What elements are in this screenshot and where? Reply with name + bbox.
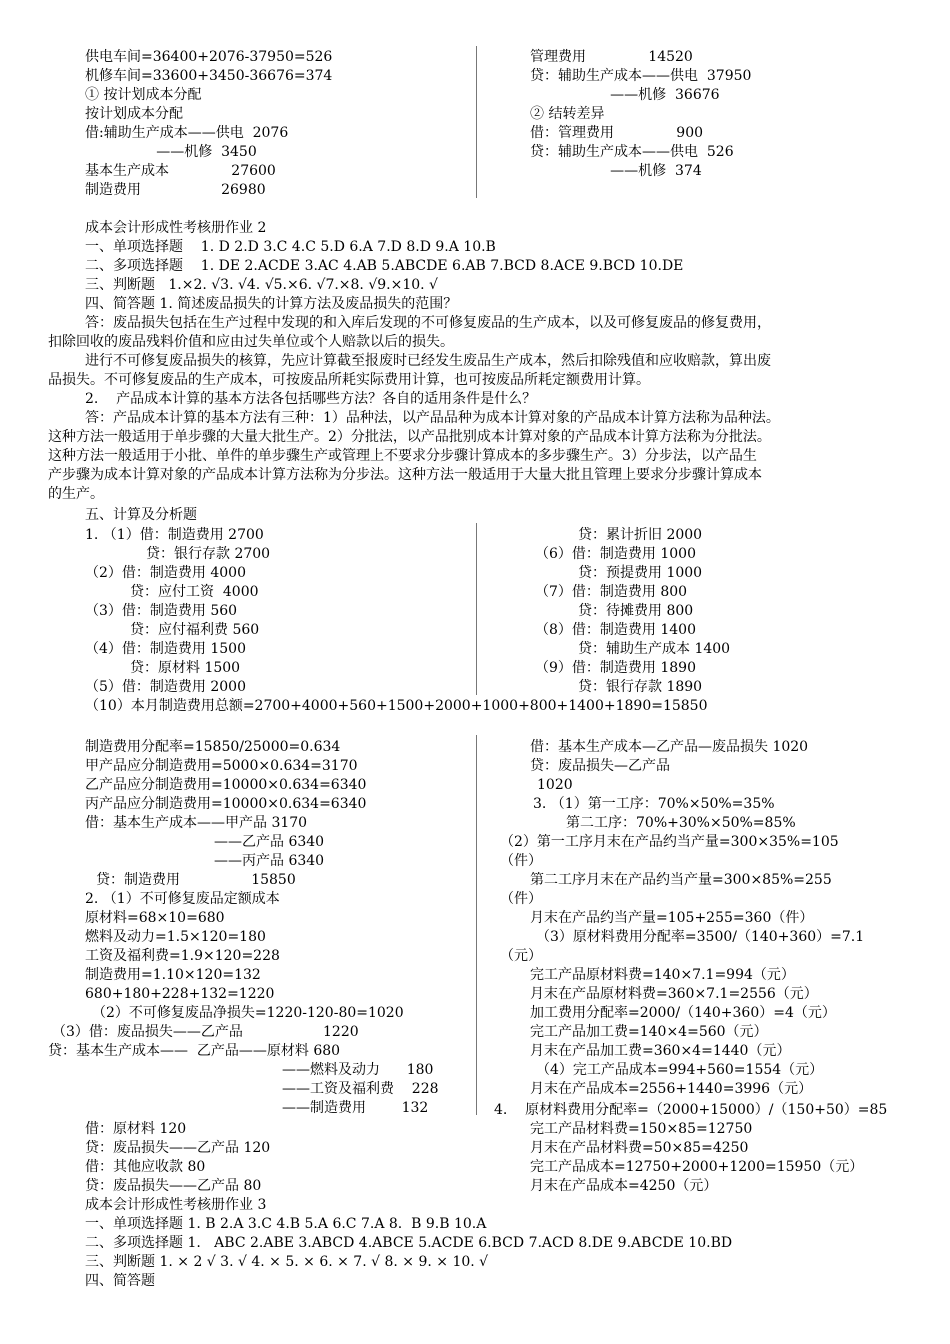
calc-line: 甲产品应分制造费用=5000×0.634=3170 bbox=[85, 758, 358, 774]
calc-line: 完工产品材料费=150×85=12750 bbox=[530, 1121, 753, 1137]
text-line: 机修车间=33600+3450-36676=374 bbox=[85, 68, 333, 84]
section-heading: 四、简答题 bbox=[85, 1273, 155, 1289]
section-heading: 五、计算及分析题 bbox=[85, 507, 197, 523]
calc-line: 贷：废品损失——乙产品 120 bbox=[85, 1140, 271, 1156]
calc-line: ——丙产品 6340 bbox=[214, 853, 325, 869]
text-line: 借：管理费用 900 bbox=[530, 125, 704, 141]
calc-line: （元） bbox=[500, 948, 542, 964]
question-line: 2. 产品成本计算的基本方法各包括哪些方法？各自的适用条件是什么？ bbox=[85, 391, 537, 407]
calc-line: 原材料=68×10=680 bbox=[85, 910, 225, 926]
calc-line: 1020 bbox=[537, 777, 573, 793]
calc-line: ——燃料及动力 180 bbox=[282, 1062, 434, 1078]
section-title: 成本会计形成性考核册作业 3 bbox=[85, 1197, 267, 1213]
text-line: ② 结转差异 bbox=[530, 106, 605, 122]
paragraph-line: 产步骤为成本计算对象的产品成本计算方法称为分步法。这种方法一般适用于大量大批且管理上要求分步骤计算成本 bbox=[48, 467, 762, 483]
answer-line: 三、判断题 1. × 2 √ 3. √ 4. × 5. × 6. × 7. √ 8. × 9. × 10. √ bbox=[85, 1254, 489, 1270]
calc-line: （3）借：废品损失——乙产品 1220 bbox=[52, 1024, 359, 1040]
calc-line: 完工产品加工费=140×4=560（元） bbox=[530, 1024, 768, 1040]
calc-line: 贷：废品损失——乙产品 80 bbox=[85, 1178, 262, 1194]
paragraph-line: 的生产。 bbox=[48, 486, 104, 502]
text-line: ——机修 374 bbox=[530, 163, 702, 179]
text-line: ——机修 36676 bbox=[530, 87, 720, 103]
calc-line: 月末在产品材料费=50×85=4250 bbox=[530, 1140, 749, 1156]
calc-line: 第二工序：70%+30%×50%=85% bbox=[566, 815, 796, 831]
paragraph-line: 答：废品损失包括在生产过程中发现的和入库后发现的不可修复废品的生产成本，以及可修复废品的修复费用， bbox=[85, 315, 771, 331]
answer-line: 一、单项选择题 1. B 2.A 3.C 4.B 5.A 6.C 7.A 8. B 9.B 10.A bbox=[85, 1216, 487, 1232]
entry-line: （8）借：制造费用 1400 bbox=[535, 622, 696, 638]
calc-line: 贷：制造费用 15850 bbox=[96, 872, 296, 888]
calc-line: 第二工序月末在产品约当产量=300×85%=255 bbox=[530, 872, 832, 888]
calc-line: 月末在产品加工费=360×4=1440（元） bbox=[530, 1043, 791, 1059]
calc-line: 4. 原材料费用分配率=（2000+15000）/（150+50）=85 bbox=[494, 1102, 888, 1118]
calc-line: 丙产品应分制造费用=10000×0.634=6340 bbox=[85, 796, 367, 812]
calc-line: （2）不可修复废品净损失=1220-120-80=1020 bbox=[92, 1005, 404, 1021]
paragraph-line: 答：产品成本计算的基本方法有三种：1）品种法，以产品品种为成本计算对象的产品成本计算方法称为品种法。 bbox=[85, 410, 780, 426]
calc-line: 乙产品应分制造费用=10000×0.634=6340 bbox=[85, 777, 367, 793]
entry-line: 贷：辅助生产成本 1400 bbox=[578, 641, 731, 657]
text-line: 贷：辅助生产成本——供电 37950 bbox=[530, 68, 752, 84]
entry-line: 贷：应付工资 4000 bbox=[130, 584, 259, 600]
entry-line: （7）借：制造费用 800 bbox=[535, 584, 688, 600]
calc-line: ——制造费用 132 bbox=[282, 1100, 429, 1116]
text-line: 管理费用 14520 bbox=[530, 49, 693, 65]
calc-line: （件） bbox=[500, 853, 542, 869]
text-line: 按计划成本分配 bbox=[85, 106, 183, 122]
calc-line: ——乙产品 6340 bbox=[214, 834, 325, 850]
entry-line: 贷：应付福利费 560 bbox=[130, 622, 260, 638]
calc-line: 借：其他应收款 80 bbox=[85, 1159, 206, 1175]
entry-line: 贷：累计折旧 2000 bbox=[578, 527, 703, 543]
calc-line: 工资及福利费=1.9×120=228 bbox=[85, 948, 280, 964]
calc-line: （件） bbox=[500, 891, 542, 907]
text-line: ——机修 3450 bbox=[85, 144, 257, 160]
answer-line: 一、单项选择题 1. D 2.D 3.C 4.C 5.D 6.A 7.D 8.D 9.A 10.B bbox=[85, 239, 496, 255]
entry-line: （4）借：制造费用 1500 bbox=[85, 641, 246, 657]
paragraph-line: 品损失。不可修复废品的生产成本，可按废品所耗实际费用计算，也可按废品所耗定额费用计算。 bbox=[48, 372, 650, 388]
calc-line: 3. （1）第一工序：70%×50%=35% bbox=[533, 796, 775, 812]
entry-line: 贷：银行存款 2700 bbox=[146, 546, 271, 562]
text-line: ① 按计划成本分配 bbox=[85, 87, 202, 103]
calc-line: 制造费用=1.10×120=132 bbox=[85, 967, 261, 983]
entry-line: 贷：银行存款 1890 bbox=[578, 679, 703, 695]
calc-line: 借：基本生产成本—乙产品—废品损失 1020 bbox=[530, 739, 809, 755]
answer-line: 二、多项选择题 1. DE 2.ACDE 3.AC 4.AB 5.ABCDE 6.AB 7.BCD 8.ACE 9.BCD 10.DE bbox=[85, 258, 684, 274]
text-line: 借:辅助生产成本——供电 2076 bbox=[85, 125, 289, 141]
calc-line: 完工产品成本=12750+2000+1200=15950（元） bbox=[530, 1159, 864, 1175]
paragraph-line: 这种方法一般适用于小批、单件的单步骤生产或管理上不要求分步骤计算成本的多步骤生产。3）分步法，以产品生 bbox=[48, 448, 757, 464]
answer-line: 二、多项选择题 1. ABC 2.ABE 3.ABCD 4.ABCE 5.ACDE 6.BCD 7.ACD 8.DE 9.ABCDE 10.BD bbox=[85, 1235, 733, 1251]
entry-line: （9）借：制造费用 1890 bbox=[535, 660, 696, 676]
calc-line: 月末在产品成本=2556+1440=3996（元） bbox=[530, 1081, 813, 1097]
paragraph-line: 进行不可修复废品损失的核算，先应计算截至报废时已经发生废品生产成本，然后扣除残值和应收赔款，算出废 bbox=[85, 353, 771, 369]
calc-line: （3）原材料费用分配率=3500/（140+360）=7.1 bbox=[536, 929, 865, 945]
entry-line: （3）借：制造费用 560 bbox=[85, 603, 238, 619]
question-line: 四、简答题 1. 简述废品损失的计算方法及废品损失的范围？ bbox=[85, 296, 458, 312]
text-line: 贷：辅助生产成本——供电 526 bbox=[530, 144, 734, 160]
text-line: 基本生产成本 27600 bbox=[85, 163, 276, 179]
calc-line: 月末在产品原材料费=360×7.1=2556（元） bbox=[530, 986, 818, 1002]
paragraph-line: 扣除回收的废品残料价值和应由过失单位或个人赔款以后的损失。 bbox=[48, 334, 454, 350]
paragraph-line: 这种方法一般适用于单步骤的大量大批生产。2）分批法，以产品批别成本计算对象的产品成本计算方法称为分批法。 bbox=[48, 429, 771, 445]
calc-line: 借：基本生产成本——甲产品 3170 bbox=[85, 815, 308, 831]
calc-line: 680+180+228+132=1220 bbox=[85, 986, 275, 1002]
entry-line: （2）借：制造费用 4000 bbox=[85, 565, 246, 581]
answer-line: 三、判断题 1.×2. √3. √4. √5.×6. √7.×8. √9.×10. √ bbox=[85, 277, 438, 293]
total-line: （10）本月制造费用总额=2700+4000+560+1500+2000+1000+800+1400+1890=15850 bbox=[85, 698, 708, 714]
calc-line: 月末在产品成本=4250（元） bbox=[530, 1178, 718, 1194]
calc-line: 加工费用分配率=2000/（140+360）=4（元） bbox=[530, 1005, 836, 1021]
column-divider bbox=[476, 46, 477, 198]
calc-line: 燃料及动力=1.5×120=180 bbox=[85, 929, 266, 945]
calc-line: 贷：废品损失—乙产品 bbox=[530, 758, 670, 774]
entry-line: 贷：预提费用 1000 bbox=[578, 565, 703, 581]
entry-line: 贷：原材料 1500 bbox=[130, 660, 241, 676]
entry-line: （6）借：制造费用 1000 bbox=[535, 546, 696, 562]
column-divider bbox=[476, 735, 477, 1115]
calc-line: 制造费用分配率=15850/25000=0.634 bbox=[85, 739, 341, 755]
text-line: 供电车间=36400+2076-37950=526 bbox=[85, 49, 333, 65]
entry-line: 1. （1）借：制造费用 2700 bbox=[85, 527, 264, 543]
calc-line: （2）第一工序月末在产品约当产量=300×35%=105 bbox=[500, 834, 839, 850]
calc-line: 贷：基本生产成本—— 乙产品——原材料 680 bbox=[48, 1043, 341, 1059]
entry-line: 贷：待摊费用 800 bbox=[578, 603, 694, 619]
calc-line: 借：原材料 120 bbox=[85, 1121, 187, 1137]
text-line: 制造费用 26980 bbox=[85, 182, 266, 198]
calc-line: ——工资及福利费 228 bbox=[282, 1081, 439, 1097]
calc-line: 完工产品原材料费=140×7.1=994（元） bbox=[530, 967, 795, 983]
entry-line: （5）借：制造费用 2000 bbox=[85, 679, 246, 695]
calc-line: 2. （1）不可修复废品定额成本 bbox=[85, 891, 280, 907]
section-title: 成本会计形成性考核册作业 2 bbox=[85, 220, 267, 236]
calc-line: 月末在产品约当产量=105+255=360（件） bbox=[530, 910, 814, 926]
column-divider bbox=[476, 523, 477, 695]
calc-line: （4）完工产品成本=994+560=1554（元） bbox=[536, 1062, 824, 1078]
